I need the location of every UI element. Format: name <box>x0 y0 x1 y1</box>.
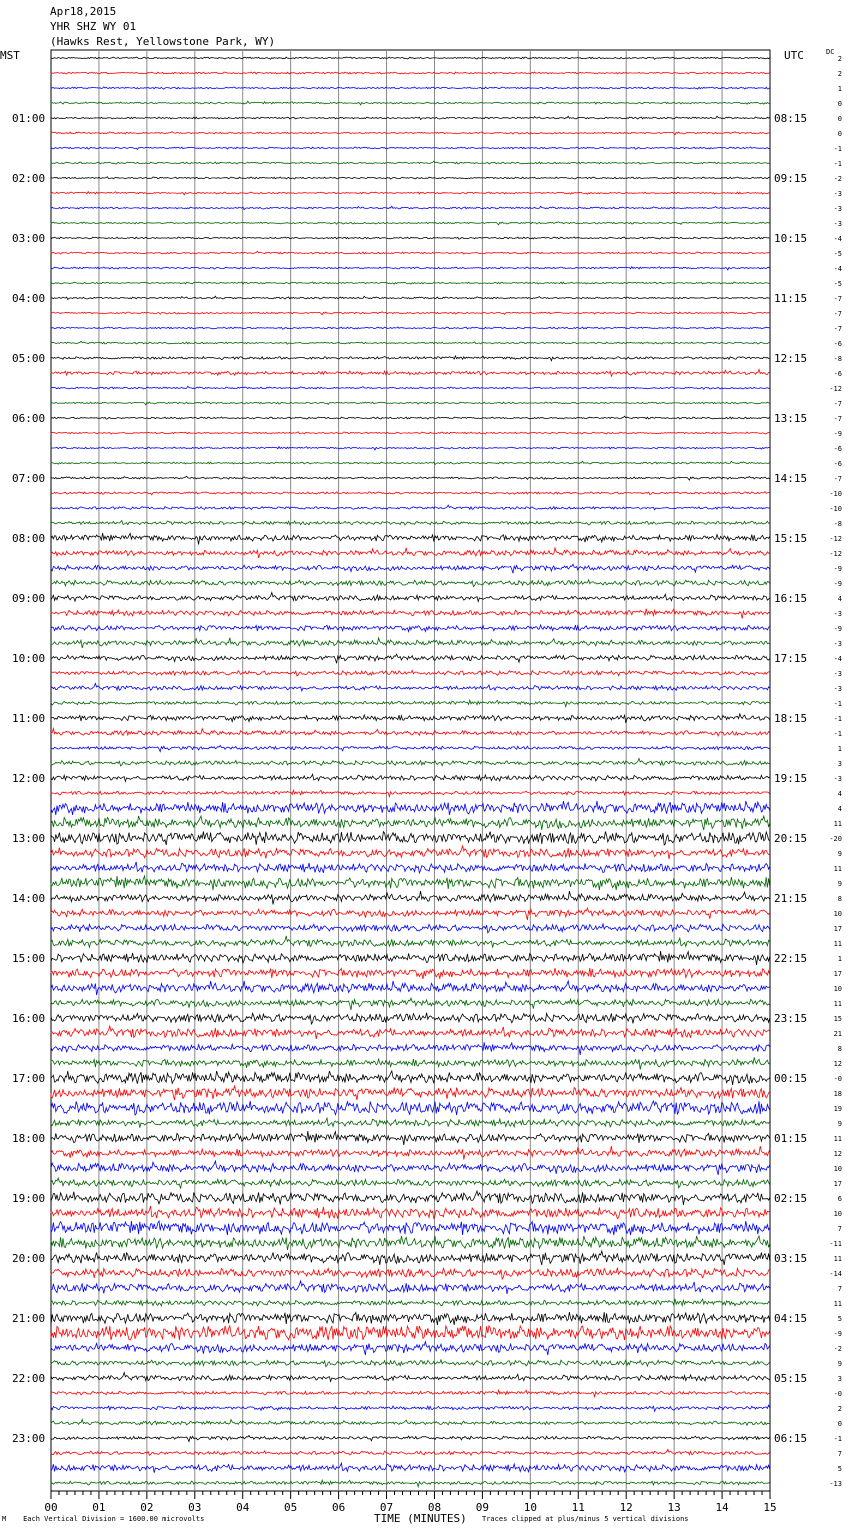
dc-offset-label: 17 <box>833 970 842 978</box>
dc-offset-label: -11 <box>829 1240 842 1248</box>
dc-offset-label: 5 <box>837 1315 842 1323</box>
dc-offset-label: 7 <box>837 1285 842 1293</box>
dc-offset-label: -3 <box>833 775 842 783</box>
trace-line <box>51 564 770 573</box>
trace-line <box>51 1312 770 1325</box>
mst-hour-label: 03:00 <box>12 232 46 245</box>
x-tick-label: 06 <box>331 1501 346 1514</box>
x-tick-label: 02 <box>140 1501 154 1514</box>
trace-line <box>51 981 770 995</box>
dc-offset-label: -10 <box>829 505 842 513</box>
mst-hour-label: 22:00 <box>12 1372 46 1385</box>
utc-hour-label: 18:15 <box>774 712 808 725</box>
station-code: YHR SHZ WY 01 <box>50 20 137 33</box>
trace-line <box>51 1236 770 1250</box>
utc-hour-label: 04:15 <box>774 1312 808 1325</box>
trace-line <box>51 832 770 846</box>
dc-offset-label: -6 <box>833 340 842 348</box>
dc-offset-label: 0 <box>837 130 842 138</box>
dc-offset-label: -1 <box>833 700 842 708</box>
trace-line <box>51 1360 770 1367</box>
mst-hour-label: 21:00 <box>12 1312 46 1325</box>
trace-line <box>51 638 770 648</box>
dc-offset-label: -14 <box>829 1270 842 1278</box>
x-tick-label: 13 <box>667 1501 681 1514</box>
trace-line <box>51 386 770 389</box>
dc-offset-label: -0 <box>833 1390 842 1398</box>
vertical-scale-note <box>2 1515 204 1523</box>
trace-line <box>51 951 770 965</box>
trace-line <box>51 57 770 59</box>
dc-offset-label: 10 <box>833 910 842 918</box>
dc-offset-label: -8 <box>833 520 842 528</box>
dc-offset-label: -4 <box>833 265 842 273</box>
trace-line <box>51 267 770 270</box>
trace-line <box>51 1206 770 1219</box>
dc-offset-label: 5 <box>837 1465 842 1473</box>
trace-line <box>51 816 770 830</box>
trace-line <box>51 774 770 781</box>
mst-hour-label: 15:00 <box>12 952 46 965</box>
dc-offset-label: 11 <box>833 1255 842 1263</box>
clipping-note: Traces clipped at plus/minus 5 vertical divisions <box>482 1515 689 1523</box>
utc-hour-label: 10:15 <box>774 232 808 245</box>
utc-hour-label: 11:15 <box>774 292 808 305</box>
dc-offset-label: -13 <box>829 1480 842 1488</box>
utc-hour-label: 09:15 <box>774 172 808 185</box>
trace-line <box>51 356 770 361</box>
trace-line <box>51 116 770 119</box>
dc-offset-label: 10 <box>833 1210 842 1218</box>
mst-hour-label: 16:00 <box>12 1012 46 1025</box>
mst-hour-label: 09:00 <box>12 592 46 605</box>
dc-offset-label: -3 <box>833 190 842 198</box>
mst-hour-label: 20:00 <box>12 1252 46 1265</box>
corner-mark: M <box>2 1515 7 1523</box>
trace-line <box>51 1419 770 1425</box>
utc-hour-label: 00:15 <box>774 1072 808 1085</box>
trace-line <box>51 1146 770 1160</box>
x-tick-label: 09 <box>475 1501 490 1514</box>
trace-line <box>51 683 770 691</box>
dc-offset-label: -7 <box>833 415 842 423</box>
trace-line <box>51 1480 770 1487</box>
trace-line <box>51 1342 770 1355</box>
trace-line <box>51 1281 770 1294</box>
dc-offset-label: 2 <box>837 70 842 78</box>
dc-offset-label: 15 <box>833 1015 842 1023</box>
trace-line <box>51 801 770 815</box>
mst-hour-label: 23:00 <box>12 1432 46 1445</box>
utc-hour-label: 21:15 <box>774 892 808 905</box>
trace-line <box>51 132 770 135</box>
trace-line <box>51 1131 770 1145</box>
trace-line <box>51 936 770 948</box>
utc-hour-label: 22:15 <box>774 952 808 965</box>
trace-line <box>51 548 770 558</box>
dc-offset-label: -8 <box>833 355 842 363</box>
dc-offset-label: -2 <box>833 1345 842 1353</box>
dc-offset-label: 3 <box>837 760 842 768</box>
mst-hour-label: 04:00 <box>12 292 46 305</box>
utc-hour-label: 05:15 <box>774 1372 808 1385</box>
trace-line <box>51 862 770 873</box>
mst-hour-label: 05:00 <box>12 352 46 365</box>
mst-hour-label: 11:00 <box>12 712 46 725</box>
dc-offset-label: 3 <box>837 1375 842 1383</box>
trace-line <box>51 1251 770 1265</box>
dc-offset-label: 11 <box>833 1135 842 1143</box>
trace-line <box>51 341 770 344</box>
dc-offset-label: -3 <box>833 205 842 213</box>
dc-offset-label: -12 <box>829 550 842 558</box>
dc-offset-label: -1 <box>833 730 842 738</box>
dc-offset-label: 9 <box>837 1360 842 1368</box>
dc-offset-label: -10 <box>829 490 842 498</box>
trace-line <box>51 296 770 299</box>
x-tick-label: 05 <box>284 1501 298 1514</box>
dc-offset-label: -1 <box>833 715 842 723</box>
trace-line <box>51 369 770 376</box>
x-tick-label: 03 <box>188 1501 202 1514</box>
dc-offset-label: -3 <box>833 220 842 228</box>
trace-line <box>51 1326 770 1340</box>
utc-hour-label: 12:15 <box>774 352 808 365</box>
trace-line <box>51 729 770 736</box>
utc-hour-label: 08:15 <box>774 112 808 125</box>
dc-offset-label: 11 <box>833 865 842 873</box>
trace-line <box>51 998 770 1010</box>
trace-line <box>51 609 770 619</box>
trace-line <box>51 461 770 464</box>
utc-hour-label: 17:15 <box>774 652 808 665</box>
trace-line <box>51 1101 770 1115</box>
dc-offset-label: 19 <box>833 1105 842 1113</box>
dc-offset-label: -20 <box>829 835 842 843</box>
trace-line <box>51 161 770 164</box>
time-axis <box>44 1491 776 1514</box>
trace-line <box>51 1221 770 1235</box>
dc-offset-label: 4 <box>837 595 842 603</box>
trace-line <box>51 251 770 254</box>
dc-offset-label: -0 <box>833 1075 842 1083</box>
utc-hour-label: 06:15 <box>774 1432 808 1445</box>
trace-line <box>51 476 770 480</box>
dc-offset-label: -9 <box>833 565 842 573</box>
x-tick-label: 07 <box>379 1501 394 1514</box>
trace-line <box>51 1178 770 1189</box>
trace-line <box>51 1161 770 1175</box>
dc-offset-label: 12 <box>833 1150 842 1158</box>
trace-line <box>51 714 770 723</box>
dc-offset-label: -7 <box>833 400 842 408</box>
trace-line <box>51 101 770 105</box>
dc-offset-label: 6 <box>837 1195 842 1203</box>
dc-offset-label: 4 <box>837 790 842 798</box>
dc-offset-label: -3 <box>833 610 842 618</box>
trace-line <box>51 505 770 510</box>
dc-offset-label: -1 <box>833 1435 842 1443</box>
utc-hour-label: 02:15 <box>774 1192 808 1205</box>
trace-line <box>51 891 770 905</box>
x-tick-label: 15 <box>763 1501 777 1514</box>
utc-hour-label: 01:15 <box>774 1132 808 1145</box>
trace-line <box>51 1436 770 1442</box>
mst-hour-label: 17:00 <box>12 1072 46 1085</box>
mst-hour-label: 10:00 <box>12 652 46 665</box>
dc-offset-label: 10 <box>833 985 842 993</box>
station-location: (Hawks Rest, Yellowstone Park, WY) <box>50 35 276 48</box>
trace-line <box>51 72 770 74</box>
trace-line <box>51 1118 770 1128</box>
dc-offset-label: 11 <box>833 1300 842 1308</box>
dc-offset-label: 1 <box>837 955 842 963</box>
trace-line <box>51 1086 770 1100</box>
trace-line <box>51 1071 770 1085</box>
trace-line <box>51 206 770 209</box>
seismic-traces <box>51 57 770 1487</box>
mst-hour-label: 13:00 <box>12 832 46 845</box>
trace-line <box>51 282 770 284</box>
dc-offset-label: 7 <box>837 1450 842 1458</box>
utc-hour-label: 13:15 <box>774 412 808 425</box>
trace-line <box>51 1057 770 1069</box>
trace-line <box>51 521 770 525</box>
dc-offset-label: 12 <box>833 1060 842 1068</box>
trace-line <box>51 237 770 239</box>
utc-hour-label: 23:15 <box>774 1012 808 1025</box>
trace-line <box>51 327 770 329</box>
dc-offset-label: -3 <box>833 640 842 648</box>
dc-offset-label: -6 <box>833 370 842 378</box>
dc-offset-label: -9 <box>833 1330 842 1338</box>
trace-line <box>51 908 770 920</box>
x-tick-label: 08 <box>427 1501 442 1514</box>
dc-offset-label: -3 <box>833 685 842 693</box>
trace-line <box>51 402 770 405</box>
dc-offset-label: -7 <box>833 475 842 483</box>
mst-hour-label: 19:00 <box>12 1192 46 1205</box>
dc-offset-label: -6 <box>833 445 842 453</box>
trace-line <box>51 1191 770 1205</box>
trace-line <box>51 177 770 179</box>
trace-line <box>51 968 770 979</box>
trace-line <box>51 192 770 195</box>
utc-hour-label: 19:15 <box>774 772 808 785</box>
x-tick-label: 01 <box>92 1501 106 1514</box>
x-axis-title: TIME (MINUTES) <box>374 1512 467 1525</box>
x-tick-label: 11 <box>571 1501 585 1514</box>
x-tick-label: 00 <box>44 1501 58 1514</box>
dc-offset-label: 9 <box>837 850 842 858</box>
trace-line <box>51 1013 770 1024</box>
dc-offset-label: -5 <box>833 280 842 288</box>
trace-line <box>51 1463 770 1473</box>
trace-line <box>51 654 770 663</box>
dc-offset-label: 8 <box>837 1045 842 1053</box>
dc-offset-label: -9 <box>833 625 842 633</box>
dc-offset-label: 8 <box>837 895 842 903</box>
vertical-division-text: Each Vertical Division = 1600.00 microvolts <box>23 1515 205 1523</box>
trace-line <box>51 846 770 859</box>
right-timezone-label: UTC <box>784 49 804 62</box>
dc-offset-label: 4 <box>837 805 842 813</box>
trace-line <box>51 1042 770 1055</box>
trace-line <box>51 1299 770 1306</box>
dc-offset-label: -7 <box>833 295 842 303</box>
dc-offset-label: -9 <box>833 430 842 438</box>
trace-line <box>51 1373 770 1382</box>
mst-hour-label: 06:00 <box>12 412 46 425</box>
dc-offset-label: -5 <box>833 250 842 258</box>
mst-hour-label: 12:00 <box>12 772 46 785</box>
x-tick-label: 14 <box>715 1501 729 1514</box>
dc-offset-label: 1 <box>837 745 842 753</box>
trace-line <box>51 416 770 419</box>
trace-line <box>51 670 770 676</box>
x-tick-label: 10 <box>523 1501 537 1514</box>
trace-line <box>51 432 770 434</box>
trace-line <box>51 1268 770 1279</box>
dc-offset-label: -7 <box>833 310 842 318</box>
dc-offset-label: 0 <box>837 1420 842 1428</box>
dc-offset-label: 18 <box>833 1090 842 1098</box>
dc-offset-label: -2 <box>833 175 842 183</box>
trace-line <box>51 87 770 89</box>
trace-line <box>51 625 770 632</box>
dc-offset-label: -1 <box>833 145 842 153</box>
mst-hour-label: 08:00 <box>12 532 46 545</box>
utc-hour-label: 16:15 <box>774 592 808 605</box>
dc-offset-label: -6 <box>833 460 842 468</box>
mst-hour-label: 02:00 <box>12 172 46 185</box>
dc-offset-label: -1 <box>833 160 842 168</box>
dc-offset-label: 9 <box>837 880 842 888</box>
dc-offset-label: -3 <box>833 670 842 678</box>
dc-offset-label: -4 <box>833 655 842 663</box>
dc-offset-label: -7 <box>833 325 842 333</box>
dc-offset-label: 9 <box>837 1120 842 1128</box>
hour-labels <box>12 55 842 1488</box>
trace-line <box>51 758 770 766</box>
dc-offset-label: 21 <box>833 1030 842 1038</box>
trace-line <box>51 790 770 797</box>
x-tick-label: 12 <box>619 1501 633 1514</box>
trace-line <box>51 312 770 315</box>
trace-line <box>51 1026 770 1039</box>
dc-offset-label: -12 <box>829 385 842 393</box>
trace-line <box>51 580 770 587</box>
trace-line <box>51 924 770 933</box>
dc-offset-label: 17 <box>833 925 842 933</box>
dc-offset-label: 0 <box>837 100 842 108</box>
mst-hour-label: 14:00 <box>12 892 46 905</box>
dc-offset-label: 1 <box>837 85 842 93</box>
dc-offset-label: 2 <box>837 55 842 63</box>
mst-hour-label: 01:00 <box>12 112 46 125</box>
trace-line <box>51 147 770 150</box>
trace-line <box>51 1405 770 1411</box>
trace-line <box>51 593 770 602</box>
trace-line <box>51 700 770 707</box>
dc-offset-label: 11 <box>833 1000 842 1008</box>
utc-hour-label: 14:15 <box>774 472 808 485</box>
dc-offset-label: 0 <box>837 115 842 123</box>
dc-offset-label: 7 <box>837 1225 842 1233</box>
dc-offset-label: -9 <box>833 580 842 588</box>
dc-offset-header: DC <box>826 48 835 56</box>
trace-line <box>51 222 770 225</box>
dc-offset-label: 2 <box>837 1405 842 1413</box>
dc-offset-label: 11 <box>833 940 842 948</box>
mst-hour-label: 07:00 <box>12 472 46 485</box>
trace-line <box>51 1449 770 1455</box>
trace-line <box>51 746 770 752</box>
trace-line <box>51 876 770 890</box>
utc-hour-label: 20:15 <box>774 832 808 845</box>
dc-offset-label: 17 <box>833 1180 842 1188</box>
utc-hour-label: 03:15 <box>774 1252 808 1265</box>
trace-line <box>51 492 770 495</box>
trace-line <box>51 447 770 450</box>
dc-offset-label: -12 <box>829 535 842 543</box>
trace-line <box>51 1390 770 1397</box>
mst-hour-label: 18:00 <box>12 1132 46 1145</box>
dc-offset-label: 11 <box>833 820 842 828</box>
dc-offset-label: -4 <box>833 235 842 243</box>
helicorder-date: Apr18,2015 <box>50 5 117 18</box>
x-tick-label: 04 <box>236 1501 250 1514</box>
dc-offset-label: 10 <box>833 1165 842 1173</box>
utc-hour-label: 15:15 <box>774 532 808 545</box>
left-timezone-label: MST <box>0 49 20 62</box>
trace-line <box>51 533 770 545</box>
